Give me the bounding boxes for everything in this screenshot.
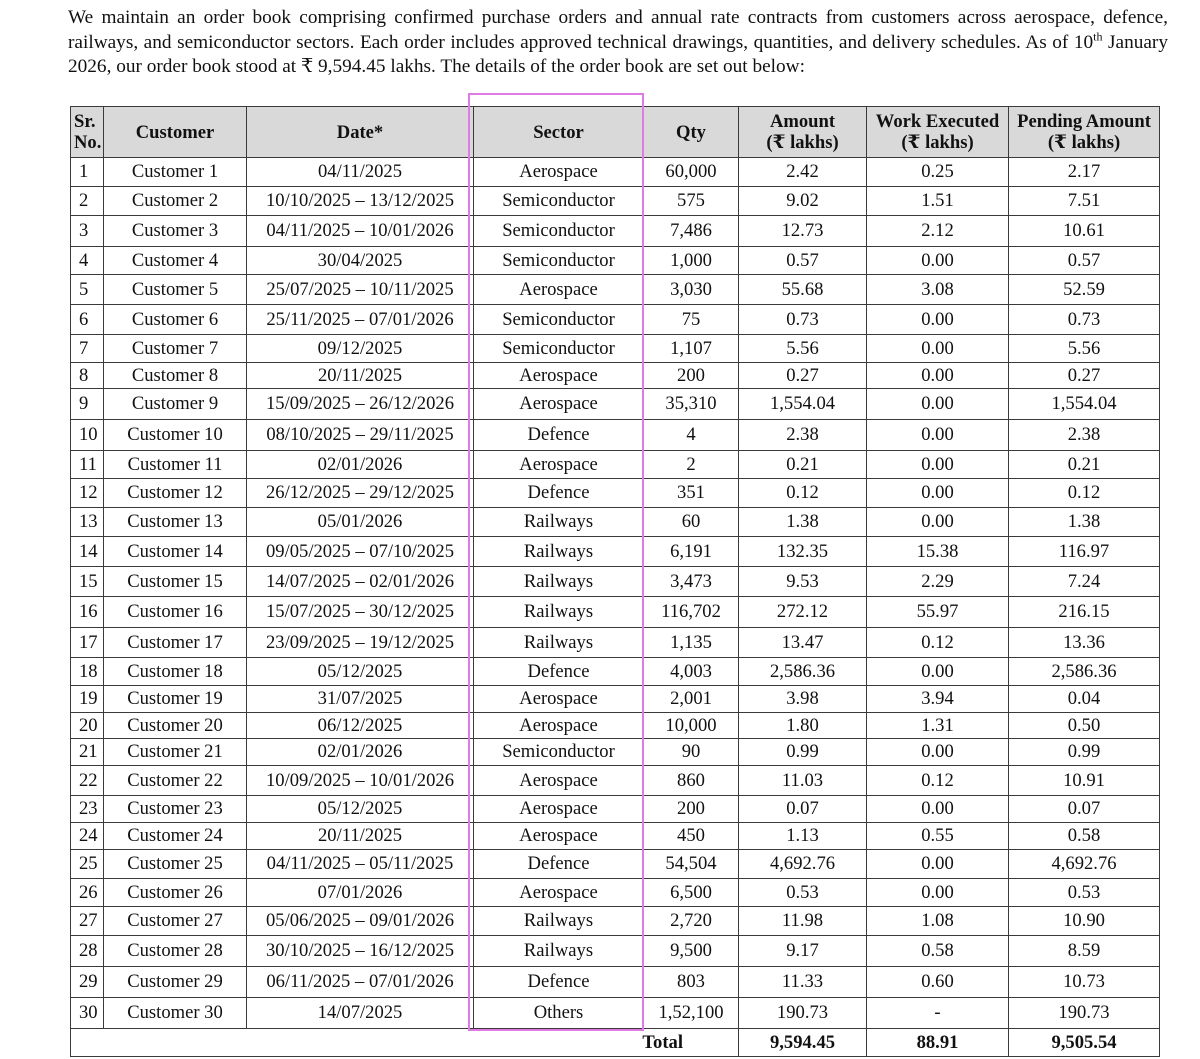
amount-cell: 1.80 <box>739 713 867 739</box>
table-row <box>71 537 1160 567</box>
table-row <box>71 850 1160 879</box>
qty-cell: 10,000 <box>644 713 739 739</box>
date-cell: 04/11/2025 – 10/01/2026 <box>247 216 474 247</box>
work-executed-cell: 2.12 <box>867 216 1009 247</box>
date-cell: 02/01/2026 <box>247 739 474 766</box>
customer-cell: Customer 29 <box>104 967 247 998</box>
amount-cell: 1.38 <box>739 508 867 537</box>
customer-cell: Customer 14 <box>104 537 247 567</box>
pending-amount-cell: 0.07 <box>1009 796 1160 823</box>
customer-cell: Customer 8 <box>104 363 247 389</box>
amount-cell: 0.53 <box>739 879 867 907</box>
qty-cell: 4,003 <box>644 658 739 686</box>
date-cell: 09/12/2025 <box>247 335 474 363</box>
sr-no-cell: 18 <box>71 658 104 686</box>
date-cell: 05/06/2025 – 09/01/2026 <box>247 907 474 936</box>
date-cell: 26/12/2025 – 29/12/2025 <box>247 479 474 508</box>
sr-no-cell: 28 <box>71 936 104 967</box>
work-executed-cell: 3.94 <box>867 686 1009 713</box>
amount-cell: 0.99 <box>739 739 867 766</box>
customer-cell: Customer 12 <box>104 479 247 508</box>
pending-amount-cell: 0.27 <box>1009 363 1160 389</box>
amount-cell: 13.47 <box>739 628 867 658</box>
amount-cell: 1.13 <box>739 823 867 850</box>
table-row <box>71 508 1160 537</box>
pending-amount-cell: 4,692.76 <box>1009 850 1160 879</box>
sr-no-cell: 15 <box>71 567 104 597</box>
amount-cell: 12.73 <box>739 216 867 247</box>
customer-cell: Customer 11 <box>104 451 247 479</box>
total-label: Total <box>71 1029 739 1057</box>
pending-amount-cell: 10.73 <box>1009 967 1160 998</box>
amount-cell: 2.38 <box>739 420 867 451</box>
qty-cell: 4 <box>644 420 739 451</box>
sr-no-cell: 12 <box>71 479 104 508</box>
date-cell: 10/10/2025 – 13/12/2025 <box>247 187 474 216</box>
header-customer: Customer <box>104 107 247 158</box>
date-cell: 30/04/2025 <box>247 247 474 275</box>
amount-cell: 11.98 <box>739 907 867 936</box>
work-executed-cell: 0.25 <box>867 158 1009 187</box>
table-row <box>71 567 1160 597</box>
intro-text-part1: We maintain an order book comprising confirmed purchase orders and annual rate contracts from customers across aerospace, defence, railways, and semiconductor sectors. Each order includes approved technical drawings, quantities, and delivery schedules. As of 10 <box>68 7 1168 53</box>
pending-amount-cell: 190.73 <box>1009 998 1160 1029</box>
sector-cell: Aerospace <box>474 766 644 796</box>
customer-cell: Customer 25 <box>104 850 247 879</box>
amount-cell: 0.27 <box>739 363 867 389</box>
intro-paragraph <box>68 6 1168 80</box>
sector-cell: Aerospace <box>474 713 644 739</box>
pending-amount-cell: 13.36 <box>1009 628 1160 658</box>
pending-amount-cell: 0.04 <box>1009 686 1160 713</box>
pending-amount-cell: 5.56 <box>1009 335 1160 363</box>
total-row <box>71 1029 1160 1057</box>
sector-cell: Defence <box>474 420 644 451</box>
qty-cell: 2,001 <box>644 686 739 713</box>
amount-cell: 272.12 <box>739 597 867 628</box>
customer-cell: Customer 1 <box>104 158 247 187</box>
table-row <box>71 796 1160 823</box>
date-cell: 09/05/2025 – 07/10/2025 <box>247 537 474 567</box>
sector-cell: Railways <box>474 508 644 537</box>
sr-no-cell: 1 <box>71 158 104 187</box>
qty-cell: 60 <box>644 508 739 537</box>
qty-cell: 9,500 <box>644 936 739 967</box>
customer-cell: Customer 20 <box>104 713 247 739</box>
sr-no-cell: 17 <box>71 628 104 658</box>
customer-cell: Customer 21 <box>104 739 247 766</box>
pending-amount-cell: 2.17 <box>1009 158 1160 187</box>
table-row <box>71 766 1160 796</box>
table-row <box>71 216 1160 247</box>
table-body <box>71 158 1160 1029</box>
pending-amount-cell: 0.99 <box>1009 739 1160 766</box>
sector-cell: Defence <box>474 658 644 686</box>
header-date: Date* <box>247 107 474 158</box>
qty-cell: 75 <box>644 305 739 335</box>
sr-no-cell: 2 <box>71 187 104 216</box>
work-executed-cell: 0.00 <box>867 247 1009 275</box>
header-pending-amount: Pending Amount (₹ lakhs) <box>1009 107 1160 158</box>
work-executed-cell: 0.12 <box>867 766 1009 796</box>
qty-cell: 6,191 <box>644 537 739 567</box>
date-cell: 04/11/2025 <box>247 158 474 187</box>
table-row <box>71 389 1160 420</box>
work-executed-cell: 0.00 <box>867 879 1009 907</box>
header-amount: Amount (₹ lakhs) <box>739 107 867 158</box>
work-executed-cell: 1.08 <box>867 907 1009 936</box>
customer-cell: Customer 2 <box>104 187 247 216</box>
sector-cell: Semiconductor <box>474 335 644 363</box>
pending-amount-cell: 7.24 <box>1009 567 1160 597</box>
qty-cell: 35,310 <box>644 389 739 420</box>
sr-no-cell: 9 <box>71 389 104 420</box>
sr-no-cell: 27 <box>71 907 104 936</box>
customer-cell: Customer 3 <box>104 216 247 247</box>
date-cell: 15/09/2025 – 26/12/2026 <box>247 389 474 420</box>
pending-amount-cell: 0.53 <box>1009 879 1160 907</box>
intro-superscript: th <box>1093 29 1103 44</box>
customer-cell: Customer 7 <box>104 335 247 363</box>
amount-cell: 9.02 <box>739 187 867 216</box>
qty-cell: 860 <box>644 766 739 796</box>
work-executed-cell: 15.38 <box>867 537 1009 567</box>
table-row <box>71 907 1160 936</box>
total-pending-amount: 9,505.54 <box>1009 1029 1160 1057</box>
qty-cell: 803 <box>644 967 739 998</box>
amount-cell: 0.73 <box>739 305 867 335</box>
table-row <box>71 187 1160 216</box>
qty-cell: 2,720 <box>644 907 739 936</box>
pending-amount-cell: 10.61 <box>1009 216 1160 247</box>
amount-cell: 11.03 <box>739 766 867 796</box>
customer-cell: Customer 27 <box>104 907 247 936</box>
date-cell: 06/11/2025 – 07/01/2026 <box>247 967 474 998</box>
table-row <box>71 363 1160 389</box>
pending-amount-cell: 0.50 <box>1009 713 1160 739</box>
work-executed-cell: - <box>867 998 1009 1029</box>
amount-cell: 0.21 <box>739 451 867 479</box>
work-executed-cell: 0.00 <box>867 335 1009 363</box>
sr-no-cell: 20 <box>71 713 104 739</box>
table-row <box>71 451 1160 479</box>
pending-amount-cell: 0.12 <box>1009 479 1160 508</box>
table-row <box>71 823 1160 850</box>
amount-cell: 2,586.36 <box>739 658 867 686</box>
table-row <box>71 713 1160 739</box>
sr-no-cell: 16 <box>71 597 104 628</box>
sector-cell: Aerospace <box>474 389 644 420</box>
sector-cell: Railways <box>474 567 644 597</box>
qty-cell: 3,473 <box>644 567 739 597</box>
work-executed-cell: 0.60 <box>867 967 1009 998</box>
customer-cell: Customer 5 <box>104 275 247 305</box>
customer-cell: Customer 22 <box>104 766 247 796</box>
date-cell: 20/11/2025 <box>247 363 474 389</box>
date-cell: 10/09/2025 – 10/01/2026 <box>247 766 474 796</box>
qty-cell: 60,000 <box>644 158 739 187</box>
work-executed-cell: 0.00 <box>867 796 1009 823</box>
table-header-row <box>71 107 1160 158</box>
customer-cell: Customer 9 <box>104 389 247 420</box>
table-row <box>71 275 1160 305</box>
qty-cell: 1,107 <box>644 335 739 363</box>
sector-cell: Semiconductor <box>474 187 644 216</box>
customer-cell: Customer 17 <box>104 628 247 658</box>
sr-no-cell: 13 <box>71 508 104 537</box>
work-executed-cell: 0.00 <box>867 739 1009 766</box>
qty-cell: 1,000 <box>644 247 739 275</box>
intro-text-part2: January 2026, our order book stood at ₹ 9,594.45 lakhs. The details of the order book are set out below: <box>68 31 1168 77</box>
table-row <box>71 686 1160 713</box>
date-cell: 05/01/2026 <box>247 508 474 537</box>
sr-no-cell: 21 <box>71 739 104 766</box>
pending-amount-cell: 10.90 <box>1009 907 1160 936</box>
sr-no-cell: 10 <box>71 420 104 451</box>
pending-amount-cell: 2.38 <box>1009 420 1160 451</box>
customer-cell: Customer 6 <box>104 305 247 335</box>
work-executed-cell: 0.00 <box>867 389 1009 420</box>
work-executed-cell: 0.55 <box>867 823 1009 850</box>
date-cell: 31/07/2025 <box>247 686 474 713</box>
sr-no-cell: 8 <box>71 363 104 389</box>
table-row <box>71 998 1160 1029</box>
sr-no-cell: 4 <box>71 247 104 275</box>
table-row <box>71 335 1160 363</box>
table-row <box>71 967 1160 998</box>
qty-cell: 200 <box>644 796 739 823</box>
amount-cell: 11.33 <box>739 967 867 998</box>
work-executed-cell: 0.00 <box>867 479 1009 508</box>
sector-cell: Semiconductor <box>474 305 644 335</box>
sector-cell: Aerospace <box>474 879 644 907</box>
sector-cell: Railways <box>474 597 644 628</box>
sector-cell: Defence <box>474 967 644 998</box>
customer-cell: Customer 26 <box>104 879 247 907</box>
sector-cell: Defence <box>474 479 644 508</box>
table-row <box>71 420 1160 451</box>
pending-amount-cell: 216.15 <box>1009 597 1160 628</box>
total-work-executed: 88.91 <box>867 1029 1009 1057</box>
sr-no-cell: 6 <box>71 305 104 335</box>
qty-cell: 90 <box>644 739 739 766</box>
work-executed-cell: 55.97 <box>867 597 1009 628</box>
pending-amount-cell: 10.91 <box>1009 766 1160 796</box>
sr-no-cell: 29 <box>71 967 104 998</box>
pending-amount-cell: 2,586.36 <box>1009 658 1160 686</box>
qty-cell: 450 <box>644 823 739 850</box>
sector-cell: Railways <box>474 907 644 936</box>
pending-amount-cell: 116.97 <box>1009 537 1160 567</box>
sr-no-cell: 14 <box>71 537 104 567</box>
pending-amount-cell: 0.73 <box>1009 305 1160 335</box>
pending-amount-cell: 52.59 <box>1009 275 1160 305</box>
sector-cell: Aerospace <box>474 451 644 479</box>
amount-cell: 0.57 <box>739 247 867 275</box>
header-sr-no: Sr. No. <box>71 107 104 158</box>
customer-cell: Customer 16 <box>104 597 247 628</box>
sector-cell: Aerospace <box>474 823 644 850</box>
qty-cell: 54,504 <box>644 850 739 879</box>
sector-cell: Railways <box>474 936 644 967</box>
date-cell: 14/07/2025 <box>247 998 474 1029</box>
header-qty: Qty <box>644 107 739 158</box>
amount-cell: 9.53 <box>739 567 867 597</box>
pending-amount-cell: 1.38 <box>1009 508 1160 537</box>
date-cell: 30/10/2025 – 16/12/2025 <box>247 936 474 967</box>
date-cell: 23/09/2025 – 19/12/2025 <box>247 628 474 658</box>
header-sector: Sector <box>474 107 644 158</box>
customer-cell: Customer 23 <box>104 796 247 823</box>
amount-cell: 2.42 <box>739 158 867 187</box>
customer-cell: Customer 15 <box>104 567 247 597</box>
work-executed-cell: 0.00 <box>867 658 1009 686</box>
date-cell: 14/07/2025 – 02/01/2026 <box>247 567 474 597</box>
sr-no-cell: 24 <box>71 823 104 850</box>
sector-cell: Others <box>474 998 644 1029</box>
sector-cell: Aerospace <box>474 363 644 389</box>
sr-no-cell: 3 <box>71 216 104 247</box>
qty-cell: 200 <box>644 363 739 389</box>
sector-cell: Aerospace <box>474 275 644 305</box>
work-executed-cell: 0.00 <box>867 305 1009 335</box>
table-row <box>71 158 1160 187</box>
work-executed-cell: 0.00 <box>867 420 1009 451</box>
sector-cell: Aerospace <box>474 158 644 187</box>
table-row <box>71 628 1160 658</box>
date-cell: 08/10/2025 – 29/11/2025 <box>247 420 474 451</box>
date-cell: 25/11/2025 – 07/01/2026 <box>247 305 474 335</box>
sr-no-cell: 5 <box>71 275 104 305</box>
table-row <box>71 479 1160 508</box>
date-cell: 07/01/2026 <box>247 879 474 907</box>
work-executed-cell: 0.00 <box>867 850 1009 879</box>
sr-no-cell: 25 <box>71 850 104 879</box>
table-row <box>71 739 1160 766</box>
date-cell: 02/01/2026 <box>247 451 474 479</box>
sr-no-cell: 19 <box>71 686 104 713</box>
date-cell: 04/11/2025 – 05/11/2025 <box>247 850 474 879</box>
amount-cell: 5.56 <box>739 335 867 363</box>
sr-no-cell: 22 <box>71 766 104 796</box>
date-cell: 15/07/2025 – 30/12/2025 <box>247 597 474 628</box>
qty-cell: 116,702 <box>644 597 739 628</box>
table-row <box>71 879 1160 907</box>
work-executed-cell: 1.31 <box>867 713 1009 739</box>
amount-cell: 132.35 <box>739 537 867 567</box>
amount-cell: 0.12 <box>739 479 867 508</box>
customer-cell: Customer 19 <box>104 686 247 713</box>
pending-amount-cell: 1,554.04 <box>1009 389 1160 420</box>
sector-cell: Semiconductor <box>474 216 644 247</box>
qty-cell: 1,52,100 <box>644 998 739 1029</box>
sr-no-cell: 11 <box>71 451 104 479</box>
pending-amount-cell: 0.21 <box>1009 451 1160 479</box>
sector-cell: Railways <box>474 537 644 567</box>
date-cell: 05/12/2025 <box>247 796 474 823</box>
pending-amount-cell: 7.51 <box>1009 187 1160 216</box>
table-row <box>71 597 1160 628</box>
sector-cell: Semiconductor <box>474 247 644 275</box>
pending-amount-cell: 0.58 <box>1009 823 1160 850</box>
qty-cell: 575 <box>644 187 739 216</box>
customer-cell: Customer 13 <box>104 508 247 537</box>
work-executed-cell: 1.51 <box>867 187 1009 216</box>
work-executed-cell: 0.00 <box>867 451 1009 479</box>
date-cell: 25/07/2025 – 10/11/2025 <box>247 275 474 305</box>
pending-amount-cell: 0.57 <box>1009 247 1160 275</box>
qty-cell: 6,500 <box>644 879 739 907</box>
sector-cell: Aerospace <box>474 796 644 823</box>
work-executed-cell: 0.12 <box>867 628 1009 658</box>
work-executed-cell: 3.08 <box>867 275 1009 305</box>
amount-cell: 1,554.04 <box>739 389 867 420</box>
customer-cell: Customer 24 <box>104 823 247 850</box>
customer-cell: Customer 4 <box>104 247 247 275</box>
amount-cell: 3.98 <box>739 686 867 713</box>
date-cell: 06/12/2025 <box>247 713 474 739</box>
sr-no-cell: 30 <box>71 998 104 1029</box>
total-amount: 9,594.45 <box>739 1029 867 1057</box>
qty-cell: 351 <box>644 479 739 508</box>
work-executed-cell: 0.58 <box>867 936 1009 967</box>
date-cell: 20/11/2025 <box>247 823 474 850</box>
customer-cell: Customer 28 <box>104 936 247 967</box>
sr-no-cell: 23 <box>71 796 104 823</box>
qty-cell: 1,135 <box>644 628 739 658</box>
work-executed-cell: 2.29 <box>867 567 1009 597</box>
pending-amount-cell: 8.59 <box>1009 936 1160 967</box>
table-row <box>71 247 1160 275</box>
table-row <box>71 658 1160 686</box>
table-row <box>71 936 1160 967</box>
sector-cell: Aerospace <box>474 686 644 713</box>
sr-no-cell: 26 <box>71 879 104 907</box>
qty-cell: 7,486 <box>644 216 739 247</box>
order-book-table <box>70 106 1160 1057</box>
customer-cell: Customer 18 <box>104 658 247 686</box>
sr-no-cell: 7 <box>71 335 104 363</box>
customer-cell: Customer 10 <box>104 420 247 451</box>
amount-cell: 190.73 <box>739 998 867 1029</box>
customer-cell: Customer 30 <box>104 998 247 1029</box>
sector-cell: Railways <box>474 628 644 658</box>
amount-cell: 4,692.76 <box>739 850 867 879</box>
date-cell: 05/12/2025 <box>247 658 474 686</box>
sector-cell: Defence <box>474 850 644 879</box>
table-row <box>71 305 1160 335</box>
amount-cell: 0.07 <box>739 796 867 823</box>
sector-cell: Semiconductor <box>474 739 644 766</box>
amount-cell: 9.17 <box>739 936 867 967</box>
qty-cell: 2 <box>644 451 739 479</box>
work-executed-cell: 0.00 <box>867 363 1009 389</box>
work-executed-cell: 0.00 <box>867 508 1009 537</box>
amount-cell: 55.68 <box>739 275 867 305</box>
qty-cell: 3,030 <box>644 275 739 305</box>
header-work-executed: Work Executed (₹ lakhs) <box>867 107 1009 158</box>
